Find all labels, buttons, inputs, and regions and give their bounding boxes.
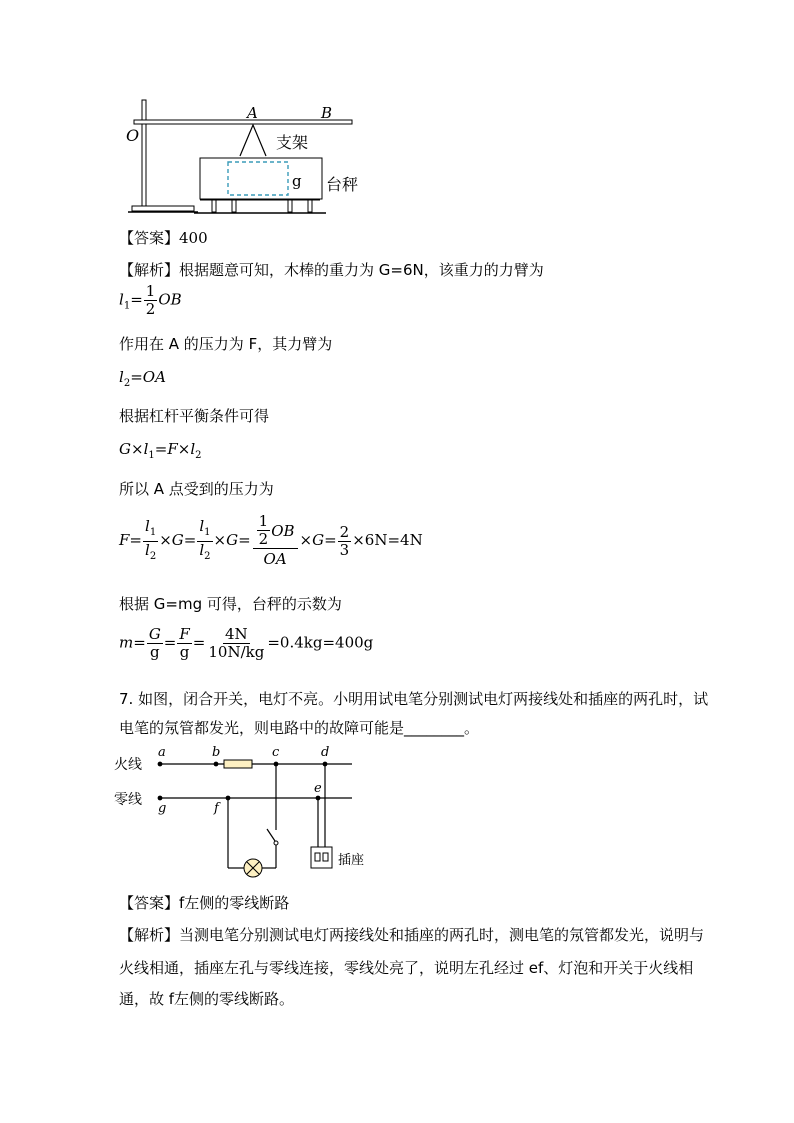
label-d: d — [321, 745, 330, 760]
label-g: g — [292, 172, 302, 190]
socket-icon — [311, 847, 332, 868]
q7-question-line2: 电笔的氖管都发光，则电路中的故障可能是________。 — [119, 719, 480, 737]
lamp-icon — [244, 859, 262, 877]
switch-blade — [267, 829, 275, 841]
q7-question-line1: 7. 如图，闭合开关，电灯不亮。小明用试电笔分别测试电灯两接线处和插座的两孔时，试 — [119, 690, 709, 708]
fuse — [224, 760, 252, 768]
eq-l2: $l_2=OA$ — [119, 368, 166, 389]
label-scale: 台秤 — [326, 175, 359, 194]
answer-tag: 【答案】 — [119, 229, 180, 247]
label-live: 火线 — [114, 757, 142, 773]
stand-base — [132, 206, 194, 211]
node-a — [158, 762, 163, 767]
answer-value: f左侧的零线断路 — [179, 894, 290, 912]
eq-balance: $G\times l_1=F\times l_2$ — [119, 440, 202, 461]
line-pressure: 所以 A 点受到的压力为 — [119, 480, 274, 498]
label-O: O — [126, 126, 140, 145]
switch-contact — [274, 841, 278, 845]
stand-pole — [142, 100, 146, 206]
label-a: a — [158, 745, 166, 760]
label-neutral: 零线 — [114, 792, 142, 808]
label-c: c — [272, 745, 280, 760]
eq-F: F= $\frac{l_1}{l_2}$ ×G= $\frac{l_1}{l_2}$ ×G= $\frac{1}{2}$ OB OA ×G= $\frac{2}{3}$ ×6N=4N — [119, 512, 423, 568]
label-stand: 支架 — [276, 133, 309, 152]
analysis-text: 根据题意可知，木棒的重力为 G=6N，该重力的力臂为 — [179, 261, 544, 279]
answer-tag: 【答案】 — [119, 894, 180, 912]
label-e: e — [314, 781, 322, 796]
line-mg: 根据 G=mg 可得，台秤的示数为 — [119, 595, 342, 613]
label-A: A — [247, 104, 258, 122]
eq-m: m= $\frac{G}{g}$ = $\frac{F}{g}$ = $\frac{4N}{10N/kg}$ =0.4kg=400g — [119, 625, 374, 661]
q7-analysis-line3: 通，故 f左侧的零线断路。 — [119, 990, 295, 1008]
label-b: b — [212, 745, 221, 760]
node-g — [158, 796, 163, 801]
line-force: 作用在 A 的压力为 F，其力臂为 — [119, 335, 333, 353]
analysis-tag: 【解析】 — [119, 926, 180, 944]
support-triangle — [240, 125, 266, 156]
lever-bar — [134, 120, 352, 124]
label-f: f — [214, 801, 219, 816]
lever-scale-figure — [120, 98, 380, 220]
label-B: B — [321, 104, 333, 122]
label-socket: 插座 — [338, 853, 365, 868]
q7-analysis-line1: 【解析】当测电笔分别测试电灯两接线处和插座的两孔时，测电笔的氖管都发光，说明与 — [119, 926, 705, 944]
node-b — [214, 762, 219, 767]
answer-value: 400 — [179, 229, 208, 247]
q6-answer — [119, 227, 208, 248]
eq-l1: $l_1=$ $\frac{1}{2}$ OB — [119, 282, 182, 318]
q6-analysis-line — [119, 259, 544, 280]
circuit-figure — [112, 742, 384, 880]
label-g-node: g — [158, 801, 167, 816]
q7-answer — [119, 892, 289, 913]
analysis-tag: 【解析】 — [119, 261, 180, 279]
scale-body — [200, 158, 322, 199]
line-balance: 根据杠杆平衡条件可得 — [119, 407, 270, 425]
q7-analysis-line2: 火线相通，插座左孔与零线连接，零线处亮了，说明左孔经过 ef、灯泡和开关于火线相 — [119, 959, 694, 977]
